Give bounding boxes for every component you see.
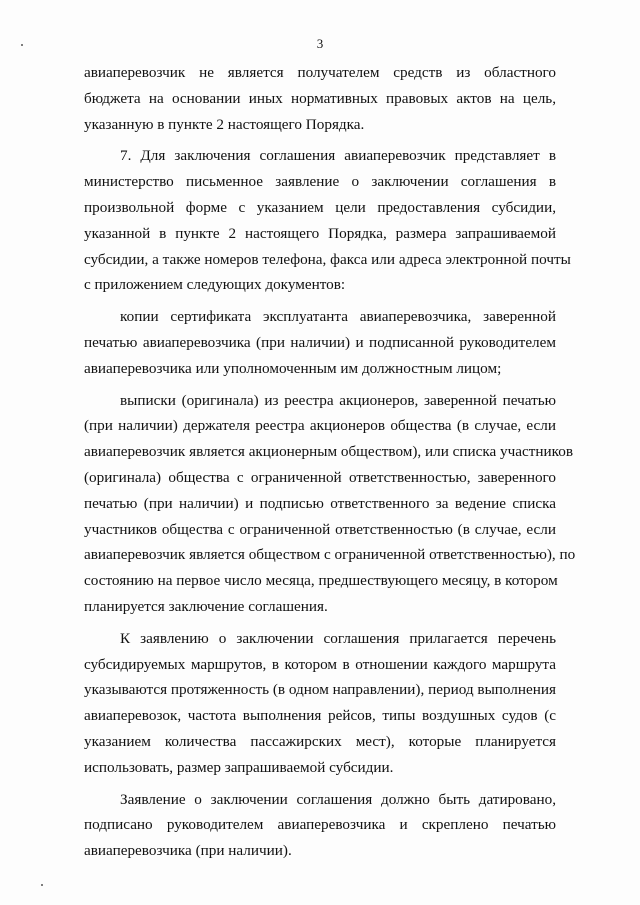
text-line: бюджета на основании иных нормативных правовых актов на цель, — [84, 89, 556, 107]
text-line: Заявление о заключении соглашения должно быть датировано, — [120, 790, 556, 808]
scan-speck — [21, 44, 23, 46]
text-line: печатью авиаперевозчика (при наличии) и подписанной руководителем — [84, 333, 556, 351]
text-line: указанную в пункте 2 настоящего Порядка. — [84, 115, 365, 133]
text-line: авиаперевозчик не является получателем средств из областного — [84, 64, 556, 81]
paragraph — [84, 626, 556, 781]
paragraph — [84, 60, 556, 137]
text-line: министерство письменное заявление о заключении соглашения в — [84, 173, 556, 191]
paragraph — [84, 388, 576, 620]
text-line: указанием количества пассажирских мест), которые планируется — [84, 732, 556, 750]
text-line: (оригинала) общества с ограниченной ответственностью, заверенного — [84, 468, 556, 486]
text-line: авиаперевозчика или уполномоченным им должностным лицом; — [84, 359, 502, 377]
text-line: указанной в пункте 2 настоящего Порядка, размера запрашиваемой — [84, 224, 556, 242]
text-line: авиаперевозчик является обществом с ограниченной ответственностью), по — [84, 546, 576, 564]
text-line: авиаперевозчик является акционерным обществом), или списка участников — [84, 443, 574, 461]
text-line: 7. Для заключения соглашения авиаперевозчик представляет в — [120, 147, 556, 165]
text-line: печатью (при наличии) и подписью ответственного за ведение списка — [84, 494, 556, 512]
text-line: указываются протяженность (в одном направлении), период выполнения — [84, 681, 556, 699]
text-line: субсидируемых маршрутов, в котором в отношении каждого маршрута — [84, 655, 556, 673]
paragraph — [84, 787, 556, 864]
text-line: планируется заключение соглашения. — [84, 597, 328, 615]
text-line: авиаперевозок, частота выполнения рейсов, типы воздушных судов (с — [84, 707, 556, 725]
paragraph — [84, 304, 556, 381]
text-line: состоянию на первое число месяца, предшествующего месяцу, в котором — [84, 572, 558, 590]
document-body — [84, 60, 576, 870]
text-line: участников общества с ограниченной ответственностью (в случае, если — [84, 520, 556, 538]
text-line: К заявлению о заключении соглашения прилагается перечень — [120, 629, 556, 647]
text-line: (при наличии) держателя реестра акционеров общества (в случае, если — [84, 417, 556, 435]
scan-speck — [41, 884, 43, 886]
text-line: выписки (оригинала) из реестра акционеров, заверенной печатью — [120, 391, 556, 409]
paragraph — [84, 143, 571, 298]
page-number: 3 — [316, 36, 324, 51]
text-line: субсидии, а также номеров телефона, факса или адреса электронной почты — [84, 250, 571, 268]
text-line: подписано руководителем авиаперевозчика и скреплено печатью — [84, 816, 556, 834]
text-line: произвольной форме с указанием цели предоставления субсидии, — [84, 198, 556, 216]
text-line: использовать, размер запрашиваемой субсидии. — [84, 758, 394, 776]
text-line: с приложением следующих документов: — [84, 276, 346, 294]
text-line: копии сертификата эксплуатанта авиаперевозчика, заверенной — [120, 308, 556, 326]
text-line: авиаперевозчика (при наличии). — [84, 842, 292, 860]
